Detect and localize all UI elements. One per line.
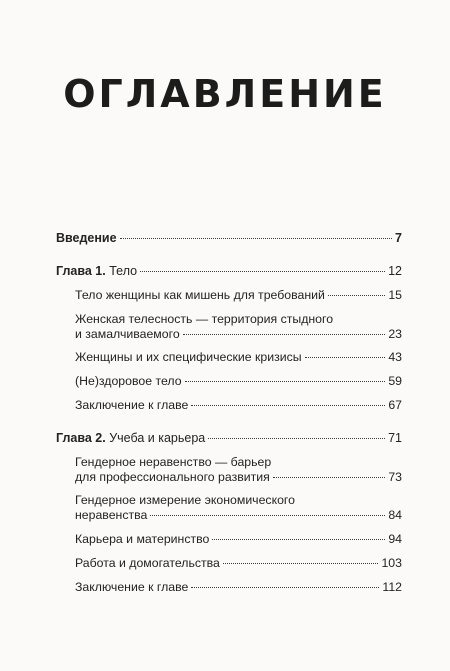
dot-leader [140, 270, 385, 272]
toc-entry-label: Заключение к главе [75, 580, 189, 594]
toc-page-number: 43 [388, 350, 402, 364]
toc-entry-section[interactable] [56, 455, 402, 485]
toc-entry-label: Тело женщины как мишень для требований [75, 288, 325, 302]
toc-entry-section[interactable] [56, 350, 402, 365]
toc-entry-section[interactable] [56, 532, 402, 547]
toc-page-number: 84 [388, 508, 402, 522]
toc-entry-section[interactable] [56, 288, 402, 303]
toc-entry-label-line1: Женская телесность — территория стыдного [75, 312, 334, 326]
toc-entry-chapter-1[interactable] [56, 264, 402, 279]
toc-entry-section[interactable] [56, 493, 402, 523]
toc-page-number: 59 [388, 374, 402, 388]
chapter-label: Глава 1. [56, 264, 106, 278]
toc-entry-label-line1: Гендерное неравенство — барьер [75, 455, 272, 469]
toc-entry-section[interactable] [56, 580, 402, 595]
toc-entry-label-line1: Гендерное измерение экономического [75, 493, 295, 507]
toc-page-number: 12 [388, 264, 402, 278]
chapter-title: Учеба и карьера [109, 431, 206, 445]
toc-entry-section[interactable] [56, 398, 402, 413]
toc-page-number: 71 [388, 431, 402, 445]
toc-entry-section[interactable] [56, 374, 402, 389]
toc-entry-label: Заключение к главе [75, 398, 189, 412]
toc-page-number: 7 [395, 231, 402, 245]
page-title: ОГЛАВЛЕНИЕ [63, 72, 387, 116]
dot-leader [183, 333, 386, 335]
toc-entry-label: неравенства [75, 508, 148, 522]
dot-leader [223, 562, 379, 564]
toc-entry-section[interactable] [56, 556, 402, 571]
dot-leader [273, 476, 386, 478]
toc-entry-label: для профессионального развития [75, 470, 270, 484]
toc-entry-label: Карьера и материнство [75, 532, 210, 546]
toc-entry-label: Женщины и их специфические кризисы [75, 350, 302, 364]
chapter-title: Тело [109, 264, 138, 278]
toc-page-number: 15 [388, 288, 402, 302]
toc-page-number: 112 [382, 580, 402, 594]
dot-leader [191, 404, 385, 406]
toc-entry-label: Введение [56, 231, 117, 245]
toc-entry-intro[interactable] [56, 231, 402, 246]
dot-leader [191, 586, 379, 588]
chapter-label: Глава 2. [56, 431, 106, 445]
toc-entry-label: (Не)здоровое тело [75, 374, 182, 388]
toc-entry-label: и замалчиваемого [75, 327, 180, 341]
toc-page-number: 94 [388, 532, 402, 546]
dot-leader [328, 294, 385, 296]
dot-leader [185, 380, 386, 382]
toc-page-number: 103 [381, 556, 402, 570]
toc-page-number: 23 [388, 327, 402, 341]
toc-page-number: 67 [388, 398, 402, 412]
toc-entry-section[interactable] [56, 312, 402, 342]
toc-entry-label: Работа и домогательства [75, 556, 220, 570]
dot-leader [305, 356, 386, 358]
dot-leader [212, 538, 385, 540]
dot-leader [120, 237, 392, 239]
toc-entry-chapter-2[interactable] [56, 431, 402, 446]
toc-page-number: 73 [388, 470, 402, 484]
dot-leader [208, 437, 385, 439]
dot-leader [150, 514, 385, 516]
